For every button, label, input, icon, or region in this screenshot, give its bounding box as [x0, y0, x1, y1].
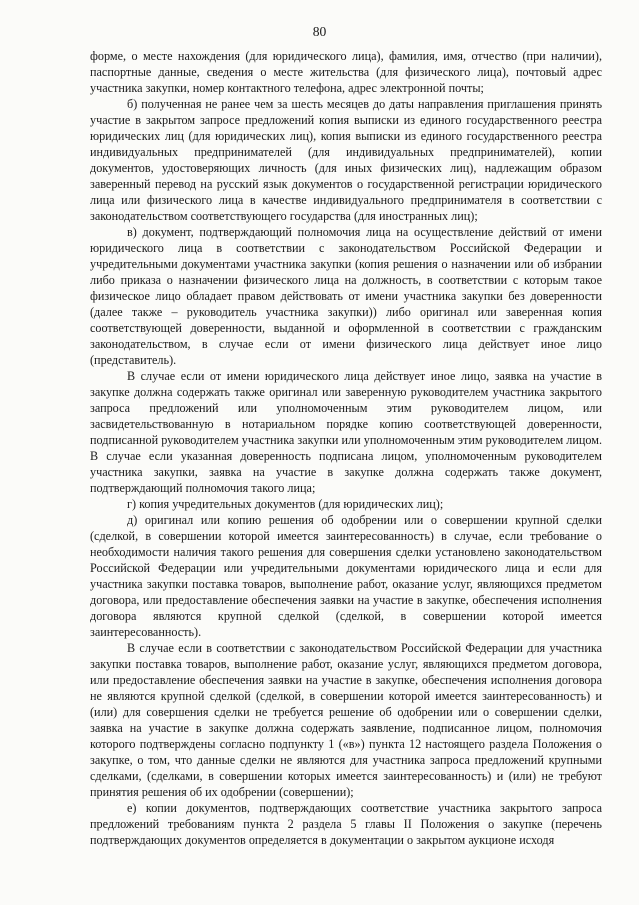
- paragraph-item-b: б) полученная не ранее чем за шесть месяцев до даты направления приглашения принять участие в закрытом запросе предложений копия выписки из единого государственного реестра юридических лиц (для юридических лиц), копия выписки из единого государственного реестра индивидуальных предпринимателей (для индивидуальных предпринимателей), копии документов, удостоверяющих личность (для иных физических лиц), надлежащим образом заверенный перевод на русский язык документов о государственной регистрации юридического лица или физического лица в качестве индивидуального предпринимателя в соответствии с законодательством соответствующего государства (для иностранных лиц);: [90, 97, 602, 223]
- paragraph-item-d: д) оригинал или копию решения об одобрении или о совершении крупной сделки (сделкой, в совершении которой имеется заинтересованность) в случае, если требование о необходимости наличия такого решения для совершения сделки установлено законодательством Российской Федерации или учредительными документами юридического лица и если для участника закупки поставка товаров, выполнение работ, оказание услуг, являющихся предметом договора, или предоставление обеспечения заявки на участие в закупке, обеспечения исполнения договора являются крупной сделкой (сделкой, в совершении которой имеется заинтересованность).: [90, 513, 602, 639]
- paragraph-proxy-case: В случае если от имени юридического лица действует иное лицо, заявка на участие в закупке должна содержать также оригинал или заверенную руководителем участника закрытого запроса предложений или уполномоченным этим руководителем лицом, или засвидетельствованную в нотариальном порядке копию соответствующей доверенности, подписанной руководителем участника закупки или уполномоченным этим руководителем лицом. В случае если указанная доверенность подписана лицом, уполномоченным руководителем участника закупки, заявка на участие в закупке должна содержать также документ, подтверждающий полномочия такого лица;: [90, 369, 602, 495]
- text-body: [90, 48, 602, 848]
- page-number: 80: [312, 24, 327, 39]
- paragraph-item-v: в) документ, подтверждающий полномочия лица на осуществление действий от имени юридического лица в соответствии с законодательством Российской Федерации и учредительными документами участника закупки (копия решения о назначении или об избрании либо приказа о назначении физического лица на должность, в соответствии с которым такое физическое лицо обладает правом действовать от имени участника закупки без доверенности (далее также – руководитель участника закупки)) либо оригинал или заверенная копия соответствующей доверенности, выданной и оформленной в соответствии с гражданским законодательством, в случае если от имени физического лица действует иное лицо (представитель).: [90, 225, 602, 367]
- paragraph-major-deal-case: В случае если в соответствии с законодательством Российской Федерации для участника закупки поставка товаров, выполнение работ, оказание услуг, являющихся предметом договора, или предоставление обеспечения заявки на участие в закупке, обеспечения исполнения договора не являются крупной сделкой (сделкой, в совершении которой имеется заинтересованность) и (или) для совершения сделки не требуется решение об одобрении или о совершении сделки, заявка на участие в закупке должна содержать заявление, подписанное лицом, полномочия которого подтверждены согласно подпункту 1 («в») пункта 12 настоящего раздела Положения о закупке, о том, что данные сделки не являются для участника запроса предложений крупными сделками, (сделками, в совершении которых имеется заинтересованность) и (или) не требуют принятия решения об их одобрении (совершении);: [90, 641, 602, 799]
- paragraph-contact-details: форме, о месте нахождения (для юридического лица), фамилия, имя, отчество (при наличии), паспортные данные, сведения о месте жительства (для физического лица), почтовый адрес участника закупки, номер контактного телефона, адрес электронной почты;: [90, 49, 602, 95]
- paragraph-item-g: г) копия учредительных документов (для юридических лиц);: [127, 497, 444, 511]
- paragraph-item-e: е) копии документов, подтверждающих соответствие участника закрытого запроса предложений требованиям пункта 2 раздела 5 главы II Положения о закупке (перечень подтверждающих документов определяется в документации о закрытом аукционе исходя: [90, 801, 602, 847]
